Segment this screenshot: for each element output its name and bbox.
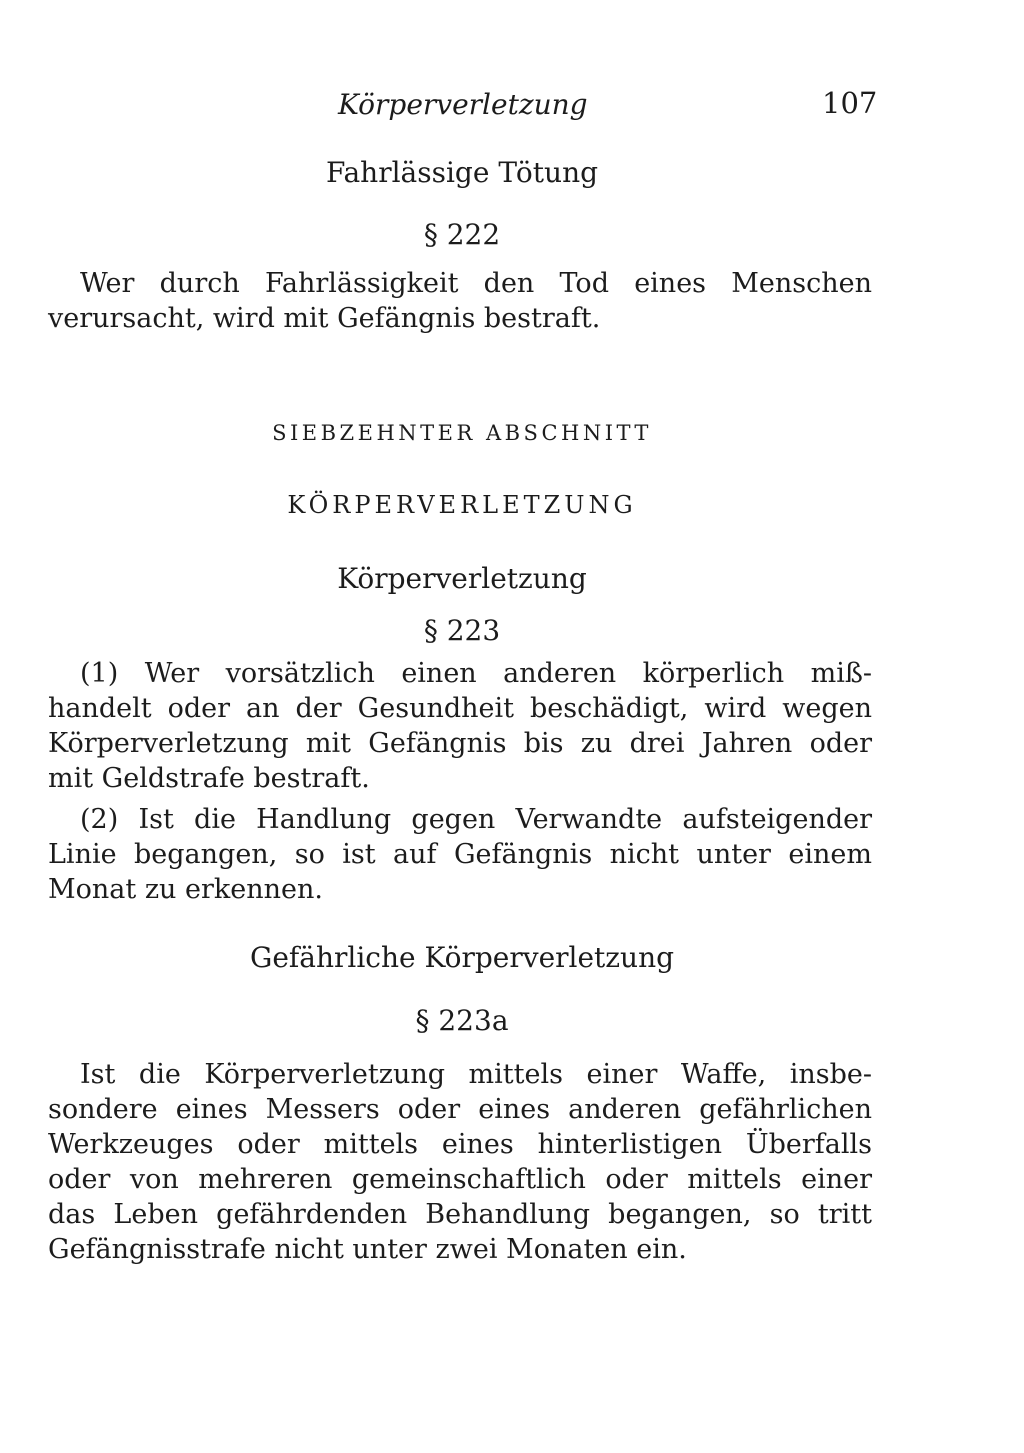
- heading-gefaehrliche-koerperverletzung: Gefährliche Körperverletzung: [249, 941, 675, 974]
- text-line: Wer durch Fahrlässigkeit den Tod eines Menschen: [80, 268, 872, 299]
- text-line: sondere eines Messers oder eines anderen gefährlichen: [48, 1094, 872, 1125]
- text-line: Linie begangen, so ist auf Gefängnis nicht unter einem: [48, 839, 872, 870]
- text-line: Körperverletzung mit Gefängnis bis zu drei Jahren oder: [48, 728, 872, 759]
- paragraph-223-2-text: [48, 802, 872, 907]
- paragraph-223-1-text: [48, 656, 872, 796]
- text-line: handelt oder an der Gesundheit beschädigt, wird wegen: [48, 693, 872, 724]
- paragraph-label-223a: § 223a: [415, 1004, 509, 1037]
- heading-fahrlaessige-toetung: Fahrlässige Tötung: [325, 156, 599, 189]
- page-number: 107: [822, 86, 878, 120]
- text-line: mit Geldstrafe bestraft.: [48, 763, 370, 794]
- text-line: (2) Ist die Handlung gegen Verwandte aufsteigender: [80, 804, 872, 835]
- section-label: SIEBZEHNTER ABSCHNITT: [272, 421, 652, 445]
- text-line: verursacht, wird mit Gefängnis bestraft.: [48, 303, 601, 334]
- text-line: (1) Wer vorsätzlich einen anderen körperlich miß-: [80, 658, 872, 689]
- paragraph-223a-text: [48, 1057, 872, 1267]
- running-header-title: Körperverletzung: [338, 88, 588, 121]
- text-line: Gefängnisstrafe nicht unter zwei Monaten ein.: [48, 1234, 687, 1265]
- heading-koerperverletzung: Körperverletzung: [337, 562, 587, 595]
- text-line: Ist die Körperverletzung mittels einer Waffe, insbe-: [80, 1059, 872, 1090]
- paragraph-label-222: § 222: [423, 218, 501, 251]
- chapter-title: KÖRPERVERLETZUNG: [287, 491, 637, 519]
- paragraph-label-223: § 223: [423, 614, 501, 647]
- text-line: Werkzeuges oder mittels eines hinterlistigen Überfalls: [48, 1129, 872, 1160]
- text-line: oder von mehreren gemeinschaftlich oder mittels einer: [48, 1164, 872, 1195]
- text-line: das Leben gefährdenden Behandlung begangen, so tritt: [48, 1199, 872, 1230]
- paragraph-222-text: [48, 266, 872, 336]
- text-line: Monat zu erkennen.: [48, 874, 323, 905]
